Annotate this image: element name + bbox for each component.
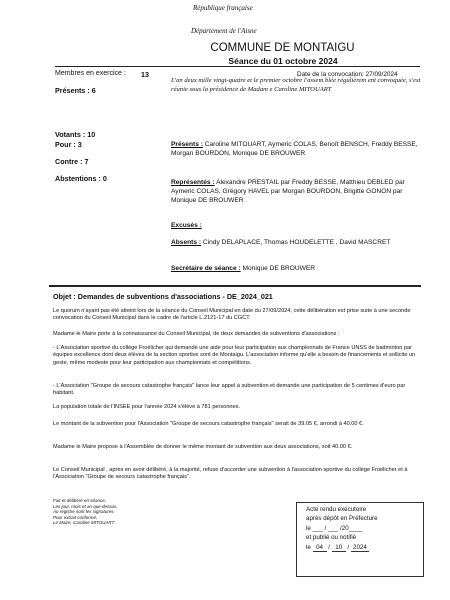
representes-label: Représentés : (171, 179, 215, 186)
signature-line: Au registre sont les signatures, (53, 509, 115, 514)
stamp-day: 04 (313, 544, 327, 552)
presents-count: Présents : 6 (55, 86, 96, 95)
presents-label: Présents : (171, 141, 203, 148)
paragraph-sportive: - L'Association sportive du collège Froëlicher qui demande une aide pour leur participation aux championnats de France UNSS de badminton par équipes excellence dont deux élèves de la section sportive sont de Montaigu. L'association informe qu'elle a besoin de financements et sollicite un geste, même modeste pour leur participation aux championnats et compétitions. (53, 345, 416, 366)
contre-count: Contre : 7 (55, 157, 89, 166)
republic-label: République française (193, 4, 253, 12)
stamp-le: le (306, 543, 311, 551)
paragraph-population: La population totale de l'INSEE pour l'année 2024 s'élève à 781 personnes. (53, 404, 241, 410)
executoire-stamp (296, 502, 424, 577)
paragraph-intro: Madame le Maire porte à la connaissance du Conseil Municipal, de deux demandes de subventions d'associations : (53, 331, 340, 337)
signature-block (53, 498, 173, 526)
membres-value: 13 (141, 70, 149, 79)
date-convocation: Date de la convocation: 27/09/2024 (297, 71, 398, 78)
signature-line: Les jour, mois et an que dessus, (53, 503, 118, 509)
stamp-line: Acte rendu exécutoire (306, 506, 367, 513)
paragraph-decision: Le Conseil Municipal , après en avoir délibéré, à la majorité, refuse d'accorder une subvention à l'association sportive du collège Froëlicher et à l'Association "Groupe de secours catastrophe français". (53, 467, 408, 481)
votants-count: Votants : 10 (55, 130, 96, 139)
membres-label: Membres en exercice : (55, 70, 126, 77)
stamp-year: 2024 (351, 544, 369, 552)
paragraph-secours: - L'Association "Groupe de secours catastrophe français" lance leur appel à subvention et demande une participation de 5 centimes d'euro par habitant. (53, 383, 406, 397)
stamp-line: après dépôt en Préfecture (306, 515, 378, 523)
pour-count: Pour : 3 (55, 140, 82, 149)
stamp-line: et publié ou notifié (306, 534, 357, 542)
absents-names: Cindy DELAPLACE, Thomas HOUDELETTE , David MASCRET (202, 239, 391, 246)
stamp-publication-date: le 04 / 10 / 2024 (306, 543, 423, 552)
excuses-label: Excusés : (171, 222, 202, 229)
header-rule (55, 66, 420, 67)
signature-line: Le Maire, Caroline MITOUART (53, 520, 115, 525)
excuses-section (171, 221, 421, 230)
secretaire-label: Secrétaire de séance : (171, 265, 241, 272)
section-rule (49, 285, 421, 287)
absents-section (171, 238, 421, 247)
objet-title: Objet : Demandes de subventions d'associations - DE_2024_021 (53, 292, 273, 301)
signature-line: Pour extrait conforme, (53, 514, 98, 520)
secretaire-name: Monique DE BROUWER (242, 265, 316, 272)
commune-title: COMMUNE DE MONTAIGU (210, 42, 355, 54)
presents-section (171, 140, 421, 158)
paragraph-proposition: Madame le Maire propose à l'Assemblée de donner le même montant de subvention aux deux associations, soit 40.00 €. (53, 444, 353, 450)
stamp-line: le ___ / ___ /20____ (306, 524, 363, 532)
representes-section (171, 178, 421, 205)
representes-names: Alexandre PRESTAIL par Freddy BESSE, Matthieu DEBLED par Aymeric COLAS, Grégory HAVEL par Morgan BOURDON, Brigitte GONON par Monique DE BROUWER (171, 179, 405, 204)
signature-line: Fait et délibéré en séance, (53, 498, 107, 503)
intro-text: L'an deux mille vingt-quatre et le premier octobre l'assem blée régulièrem ent convoquée, s'est réunie sous la présidence de Madam e Caroline MITOUART (171, 77, 421, 93)
seance-date: Séance du 01 octobre 2024 (228, 56, 338, 66)
presents-names: Caroline MITOUART, Aymeric COLAS, Benoît BENSCH, Freddy BESSE, Morgan BOURDON, Monique DE BROUWER (171, 141, 418, 157)
secretaire-section (171, 264, 421, 273)
absents-label: Absents : (171, 239, 202, 246)
stamp-month: 10 (332, 544, 346, 552)
abstentions-count: Abstentions : 0 (55, 174, 107, 183)
department-label: Département de l'Aisne (191, 27, 257, 35)
paragraph-quorum: Le quorum n'ayant pas été atteint lors de la séance du Conseil Municipal en date du 27/09/2024, cette délibération est prise suite à une seconde convocation du Conseil Municipal dans le cadre de l'article L.2121-17 du CGCT. (53, 308, 411, 322)
paragraph-montant: Le montant de la subvention pour l'Association "Groupe de secours catastrophe français" serait de 39.05 €, arrondi à 40.00 €. (53, 421, 364, 427)
